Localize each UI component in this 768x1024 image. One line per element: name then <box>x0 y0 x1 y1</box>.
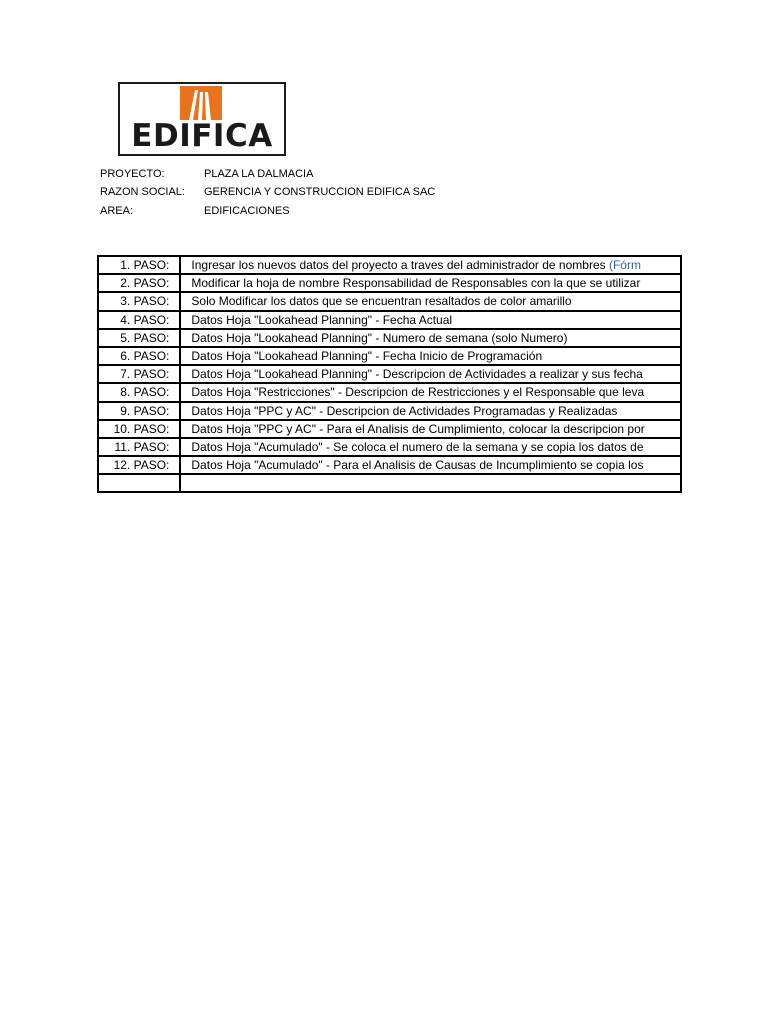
table-row <box>98 274 681 292</box>
info-label: PROYECTO: <box>100 168 165 180</box>
step-number-cell[interactable]: 8. PASO: <box>98 383 180 401</box>
step-description-cell[interactable] <box>180 256 681 274</box>
step-description-text: Modificar la hoja de nombre Responsabilidad de Responsables con la que se utilizar <box>191 276 641 291</box>
step-description-cell[interactable] <box>180 438 681 456</box>
step-description-cell[interactable] <box>180 365 681 383</box>
step-description-text: Datos Hoja "PPC y AC" - Para el Analisis de Cumplimiento, colocar la descripcion por <box>191 421 645 436</box>
step-description-cell[interactable] <box>180 311 681 329</box>
info-value: PLAZA LA DALMACIA <box>204 168 314 180</box>
step-description-text: Datos Hoja "Lookahead Planning" - Descripcion de Actividades a realizar y sus fecha <box>191 367 643 382</box>
step-number-cell[interactable]: 12. PASO: <box>98 456 180 474</box>
step-description-text: Datos Hoja "Lookahead Planning" - Fecha Actual <box>191 312 453 327</box>
table-row <box>98 438 681 456</box>
step-description-cell[interactable] <box>180 292 681 310</box>
step-number-cell[interactable]: 6. PASO: <box>98 347 180 365</box>
table-row <box>98 329 681 347</box>
info-value: EDIFICACIONES <box>204 205 290 217</box>
table-row <box>98 456 681 474</box>
step-number-cell[interactable]: 7. PASO: <box>98 365 180 383</box>
table-row <box>98 383 681 401</box>
info-value: GERENCIA Y CONSTRUCCION EDIFICA SAC <box>204 186 436 198</box>
step-number-cell[interactable]: 3. PASO: <box>98 292 180 310</box>
table-row <box>98 420 681 438</box>
step-number-cell[interactable]: 2. PASO: <box>98 274 180 292</box>
step-description-cell[interactable] <box>180 456 681 474</box>
step-description-text: Datos Hoja "Acumulado" - Se coloca el numero de la semana y se copia los datos de <box>191 439 644 454</box>
step-description-text: Solo Modificar los datos que se encuentran resaltados de color amarillo <box>191 294 572 309</box>
step-description-cell[interactable] <box>180 420 681 438</box>
table-row <box>98 311 681 329</box>
table-row <box>98 347 681 365</box>
step-description-text: Datos Hoja "Acumulado" - Para el Analisis de Causas de Incumplimiento se copia los <box>191 458 644 473</box>
steps-table-viewport <box>97 255 682 521</box>
table-row <box>98 365 681 383</box>
step-number-cell[interactable]: 1. PASO: <box>98 256 180 274</box>
step-number-cell[interactable]: 10. PASO: <box>98 420 180 438</box>
table-row <box>98 292 681 310</box>
step-description-cell[interactable] <box>180 347 681 365</box>
step-number-cell[interactable] <box>98 474 180 492</box>
table-row <box>98 402 681 420</box>
step-description-text: Datos Hoja "Restricciones" - Descripcion de Restricciones y el Responsable que leva <box>191 385 645 400</box>
step-description-text: Datos Hoja "PPC y AC" - Descripcion de Actividades Programadas y Realizadas <box>191 403 618 418</box>
step-number-cell[interactable]: 11. PASO: <box>98 438 180 456</box>
table-row <box>98 474 681 492</box>
step-description-cell[interactable] <box>180 274 681 292</box>
logo-wordmark: EDIFICA <box>131 118 273 154</box>
step-description-text: Datos Hoja "Lookahead Planning" - Numero de semana (solo Numero) <box>191 330 568 345</box>
step-number-cell[interactable]: 9. PASO: <box>98 402 180 420</box>
step-number-cell[interactable]: 4. PASO: <box>98 311 180 329</box>
step-description-cell[interactable] <box>180 329 681 347</box>
step-description-text: Datos Hoja "Lookahead Planning" - Fecha Inicio de Programación <box>191 349 543 364</box>
step-description-cell[interactable] <box>180 402 681 420</box>
step-description-text: Ingresar los nuevos datos del proyecto a traves del administrador de nombres <box>191 258 609 273</box>
formula-link[interactable]: (Fórm <box>608 258 641 273</box>
steps-table <box>97 255 682 493</box>
step-description-cell[interactable] <box>180 474 681 492</box>
step-description-cell[interactable] <box>180 383 681 401</box>
table-row <box>98 256 681 274</box>
info-label: AREA: <box>100 205 134 217</box>
edifica-logo <box>118 82 286 156</box>
step-number-cell[interactable]: 5. PASO: <box>98 329 180 347</box>
info-label: RAZON SOCIAL: <box>100 186 185 198</box>
